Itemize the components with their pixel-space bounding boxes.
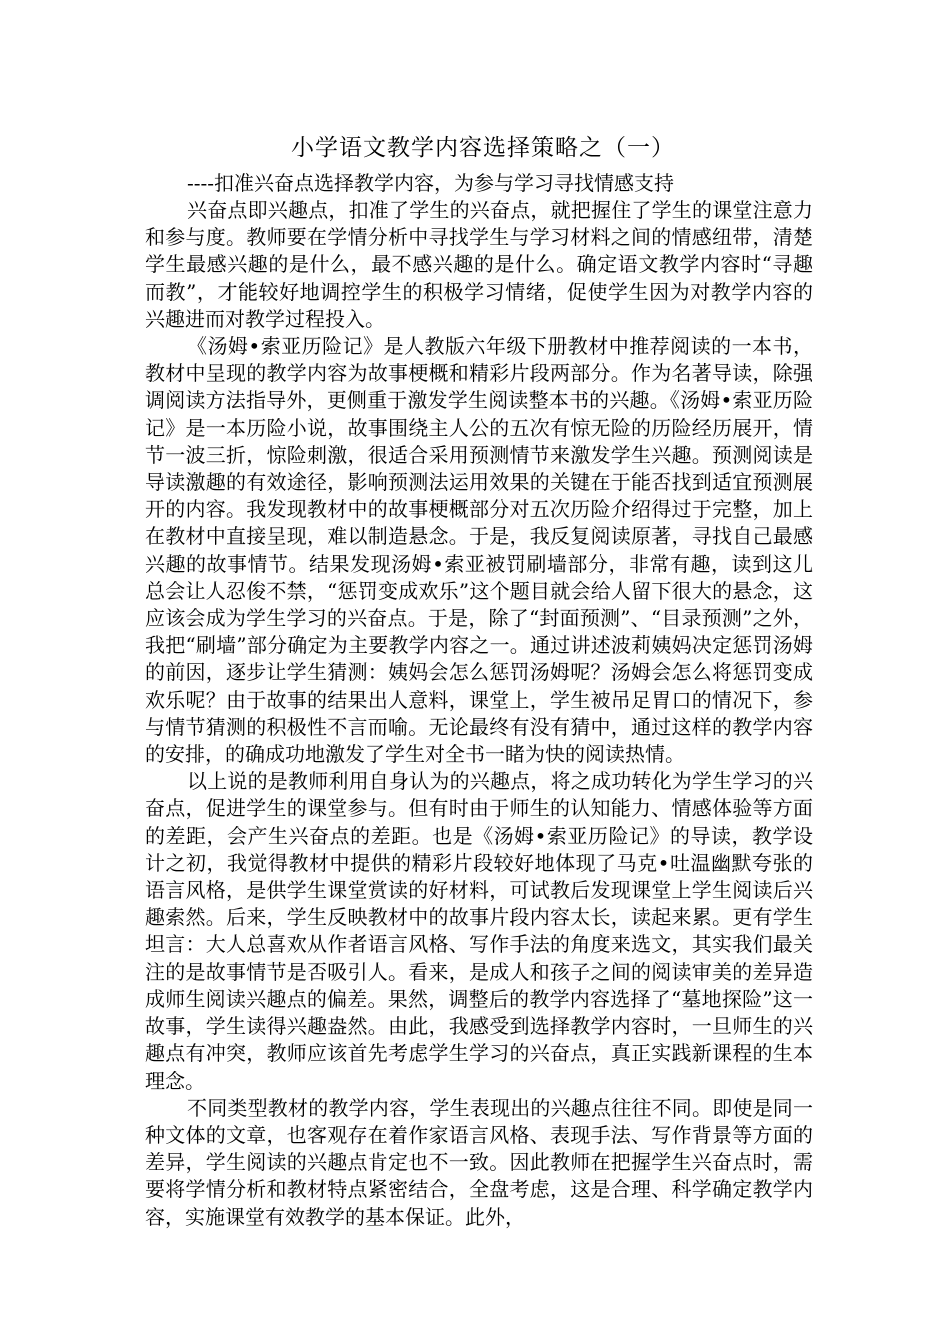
paragraph-2: 《汤姆•索亚历险记》是人教版六年级下册教材中推荐阅读的一本书，教材中呈现的教学内容为故事梗概和精彩片段两部分。作为名著导读，除强调阅读方法指导外，更侧重于激发学生阅读整本书的兴趣。《汤姆•索亚历险记》是一本历险小说，故事围绕主人公的五次有惊无险的历险经历展开，情节一波三折，惊险刺激，很适合采用预测情节来激发学生兴趣。预测阅读是导读激趣的有效途径，影响预测法运用效果的关键在于能否找到适宜预测展开的内容。我发现教材中的故事梗概部分对五次历险介绍得过于完整，加上在教材中直接呈现，难以制造悬念。于是，我反复阅读原著，寻找自己最感兴趣的故事情节。结果发现汤姆•索亚被罚刷墙部分，非常有趣，读到这儿总会让人忍俊不禁，“惩罚变成欢乐”这个题目就会给人留下很大的悬念，这应该会成为学生学习的兴奋点。于是，除了“封面预测”、“目录预测”之外，我把“刷墙”部分确定为主要教学内容之一。通过讲述波莉姨妈决定惩罚汤姆的前因，逐步让学生猜测：姨妈会怎么惩罚汤姆呢？汤姆会怎么将惩罚变成欢乐呢？由于故事的结果出人意料，课堂上，学生被吊足胃口的情况下，参与情节猜测的积极性不言而喻。无论最终有没有猜中，通过这样的教学内容的安排，的确成功地激发了学生对全书一睹为快的阅读热情。 bbox=[145, 334, 813, 767]
paragraph-1: 兴奋点即兴趣点，扣准了学生的兴奋点，就把握住了学生的课堂注意力和参与度。教师要在学情分析中寻找学生与学习材料之间的情感纽带，清楚学生最感兴趣的是什么，最不感兴趣的是什么。确定语文教学内容时“寻趣而教”，才能较好地调控学生的积极学习情绪，促使学生因为对教学内容的兴趣进而对教学过程投入。 bbox=[145, 198, 813, 331]
document-body bbox=[145, 133, 813, 1231]
paragraph-4: 不同类型教材的教学内容，学生表现出的兴趣点往往不同。即使是同一种文体的文章，也客观存在着作家语言风格、表现手法、写作背景等方面的差异，学生阅读的兴趣点肯定也不一致。因此教师在把握学生兴奋点时，需要将学情分析和教材特点紧密结合，全盘考虑，这是合理、科学确定教学内容，实施课堂有效教学的基本保证。此外， bbox=[145, 1095, 813, 1229]
paragraph-3: 以上说的是教师利用自身认为的兴趣点，将之成功转化为学生学习的兴奋点，促进学生的课堂参与。但有时由于师生的认知能力、情感体验等方面的差距，会产生兴奋点的差距。也是《汤姆•索亚历险记》的导读，教学设计之初，我觉得教材中提供的精彩片段较好地体现了马克•吐温幽默夸张的语言风格，是供学生课堂赏读的好材料，可试教后发现课堂上学生阅读后兴趣索然。后来，学生反映教材中的故事片段内容太长，读起来累。更有学生坦言：大人总喜欢从作者语言风格、写作手法的角度来选文，其实我们最关注的是故事情节是否吸引人。看来，是成人和孩子之间的阅读审美的差异造成师生阅读兴趣点的偏差。果然，调整后的教学内容选择了“墓地探险”这一故事，学生读得兴趣盎然。由此，我感受到选择教学内容时，一旦师生的兴趣点有冲突，教师应该首先考虑学生学习的兴奋点，真正实践新课程的生本理念。 bbox=[145, 769, 813, 1093]
document-title: 小学语文教学内容选择策略之（一） bbox=[291, 135, 675, 161]
document-subtitle: ----扣准兴奋点选择教学内容，为参与学习寻找情感支持 bbox=[187, 171, 675, 195]
